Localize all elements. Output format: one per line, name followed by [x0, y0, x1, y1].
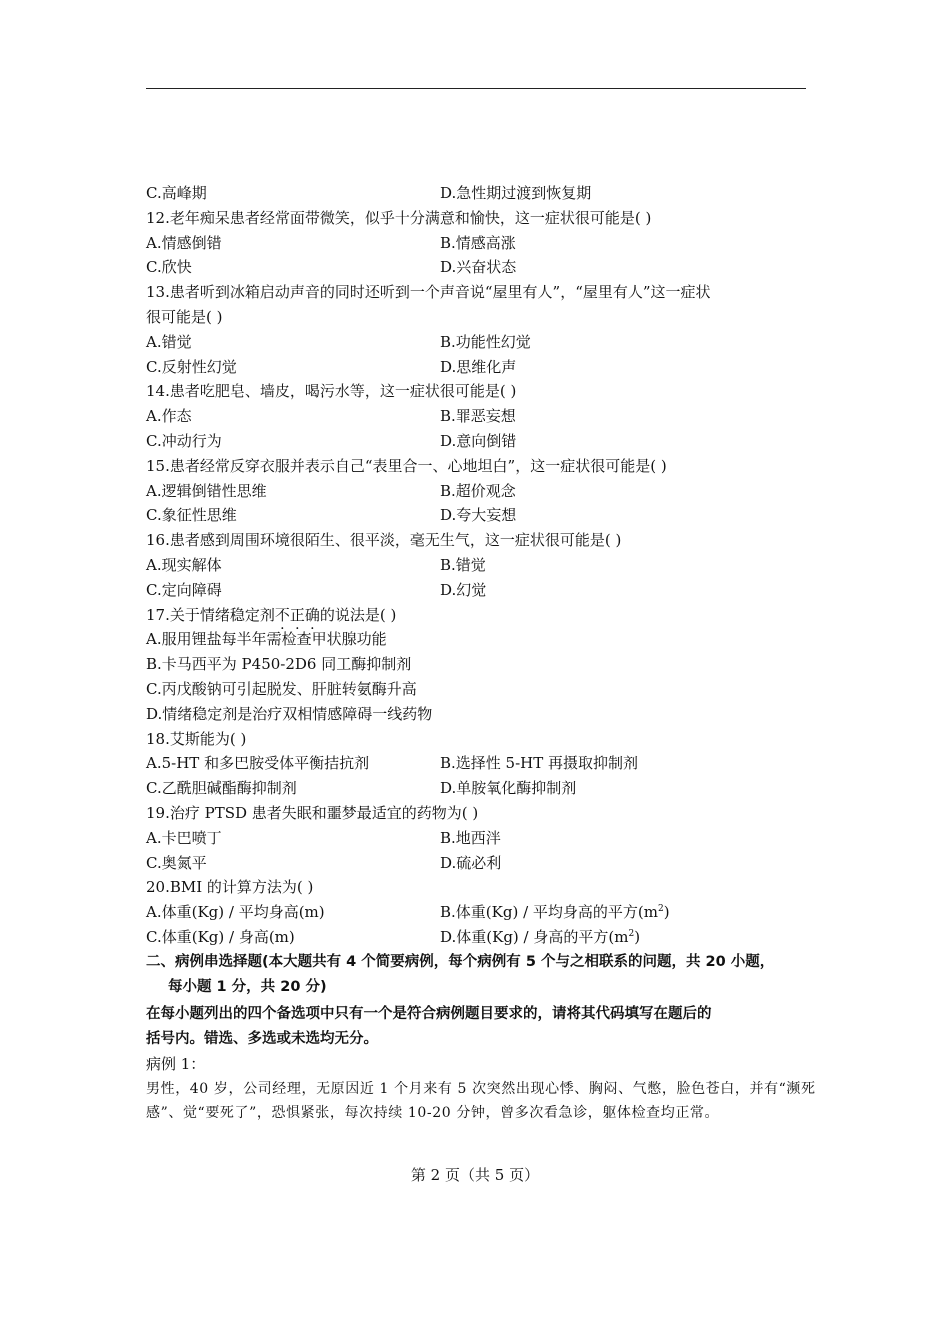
option-row: [146, 255, 818, 280]
question-17: [146, 603, 818, 628]
option-row: [146, 404, 818, 429]
option-d: D.情绪稳定剂是治疗双相情感障碍一线药物: [146, 704, 433, 723]
question-12: 12.老年痴呆患者经常面带微笑，似乎十分满意和愉快，这一症状很可能是( ): [146, 208, 652, 227]
option-row: [146, 851, 818, 876]
page-footer: 第 2 页（共 5 页）: [410, 1166, 540, 1184]
option-c: C.体重(Kg) / 身高(m): [146, 927, 295, 946]
option-b: B.选择性 5-HT 再摄取抑制剂: [440, 754, 639, 773]
option-a: A.服用锂盐每半年需检查甲状腺功能: [146, 630, 387, 649]
option-b: B.超价观念: [440, 481, 516, 500]
option-c: C.奥氮平: [146, 853, 207, 872]
option-d: D.思维化声: [440, 357, 517, 376]
option-c: C.乙酰胆碱酯酶抑制剂: [146, 779, 297, 798]
question-17-suffix: 的说法是( ): [319, 605, 397, 624]
question-13-line2: 很可能是( ): [146, 307, 223, 326]
option-a: A.作态: [146, 407, 192, 426]
option-c: C.冲动行为: [146, 431, 222, 450]
option-a: A.逻辑倒错性思维: [146, 481, 267, 500]
option-a: A.错觉: [146, 332, 192, 351]
section-instruction-line1: 在每小题列出的四个备选项中只有一个是符合病例题目要求的，请将其代码填写在题后的: [146, 1006, 712, 1023]
option-row: [146, 553, 818, 578]
question-16: 16.患者感到周围环境很陌生、很平淡，毫无生气，这一症状很可能是( ): [146, 531, 622, 550]
option-d: D.夸大妄想: [440, 506, 517, 525]
option-row: [146, 429, 818, 454]
option-b: B.情感高涨: [440, 233, 516, 252]
case-label: 病例 1：: [146, 1054, 206, 1073]
page-content: [146, 181, 818, 1125]
option-c: C.丙戊酸钠可引起脱发、肝脏转氨酶升高: [146, 679, 417, 698]
option-row: [146, 900, 818, 925]
option-row: [146, 181, 818, 206]
option-d: D.单胺氧化酶抑制剂: [440, 779, 577, 798]
option-b: B.罪恶妄想: [440, 407, 516, 426]
emphasis-char: 确: [304, 605, 320, 624]
superscript: 2: [628, 928, 635, 939]
option-b-close: ): [663, 903, 670, 922]
question-15: 15.患者经常反穿衣服并表示自己“表里合一、心地坦白”，这一症状很可能是( ): [146, 456, 667, 475]
section-instruction-line2: 括号内。错选、多选或未选均无分。: [146, 1031, 378, 1048]
emphasis-char: 正: [289, 605, 305, 624]
header-rule: [146, 88, 806, 89]
option-row: [146, 330, 818, 355]
emphasis-char: 不: [274, 605, 290, 624]
option-row: [146, 826, 818, 851]
section-title-line1: 二、病例串选择题(本大题共有 4 个简要病例，每个病例有 5 个与之相联系的问题，共 20 小题，: [146, 953, 775, 970]
option-row: [146, 503, 818, 528]
option-c: C.定向障碍: [146, 580, 222, 599]
option-a: A.情感倒错: [146, 233, 222, 252]
option-b-text: B.体重(Kg) / 平均身高的平方(m: [440, 903, 658, 922]
option-a: A.体重(Kg) / 平均身高(m): [146, 903, 325, 922]
question-20: 20.BMI 的计算方法为( ): [146, 878, 314, 897]
option-a: A.现实解体: [146, 555, 222, 574]
option-row: [146, 578, 818, 603]
question-17-prefix: 17.关于情绪稳定剂: [146, 605, 275, 624]
option-b: B.地西泮: [440, 828, 501, 847]
option-d: [440, 925, 640, 950]
option-row: [146, 776, 818, 801]
option-d: D.急性期过渡到恢复期: [440, 184, 592, 202]
option-c: C.高峰期: [146, 184, 207, 202]
option-b: B.卡马西平为 P450-2D6 同工酶抑制剂: [146, 655, 412, 674]
option-a: A.5-HT 和多巴胺受体平衡拮抗剂: [146, 754, 370, 773]
question-18: 18.艾斯能为( ): [146, 729, 247, 748]
question-14: 14.患者吃肥皂、墙皮，喝污水等，这一症状很可能是( ): [146, 382, 517, 401]
option-row: [146, 355, 818, 380]
option-row: [146, 479, 818, 504]
option-row: [146, 231, 818, 256]
question-13-line1: 13.患者听到冰箱启动声音的同时还听到一个声音说“屋里有人”，“屋里有人”这一症状: [146, 283, 711, 302]
option-c: C.反射性幻觉: [146, 357, 237, 376]
option-b: [440, 900, 670, 925]
option-c: C.象征性思维: [146, 506, 237, 525]
superscript: 2: [657, 904, 664, 915]
option-b: B.功能性幻觉: [440, 332, 531, 351]
option-row: [146, 925, 818, 950]
option-d-close: ): [634, 927, 641, 946]
option-b: B.错觉: [440, 555, 486, 574]
option-a: A.卡巴喷丁: [146, 828, 222, 847]
option-row: [146, 751, 818, 776]
option-d-text: D.体重(Kg) / 身高的平方(m: [440, 927, 629, 946]
case-text: 男性，40 岁，公司经理，无原因近 1 个月来有 5 次突然出现心悸、胸闷、气憋，脸色苍白，并有“濒死感”、觉“要死了”，恐惧紧张，每次持续 10-20 分钟，曾多次看急诊，躯体检查均正常。: [146, 1080, 816, 1121]
question-19: 19.治疗 PTSD 患者失眠和噩梦最适宜的药物为( ): [146, 803, 479, 822]
section-title-line2: 每小题 1 分，共 20 分): [168, 978, 327, 995]
option-d: D.兴奋状态: [440, 258, 517, 277]
option-d: D.意向倒错: [440, 431, 517, 450]
option-c: C.欣快: [146, 258, 192, 277]
option-d: D.幻觉: [440, 580, 487, 599]
option-d: D.硫必利: [440, 853, 502, 872]
